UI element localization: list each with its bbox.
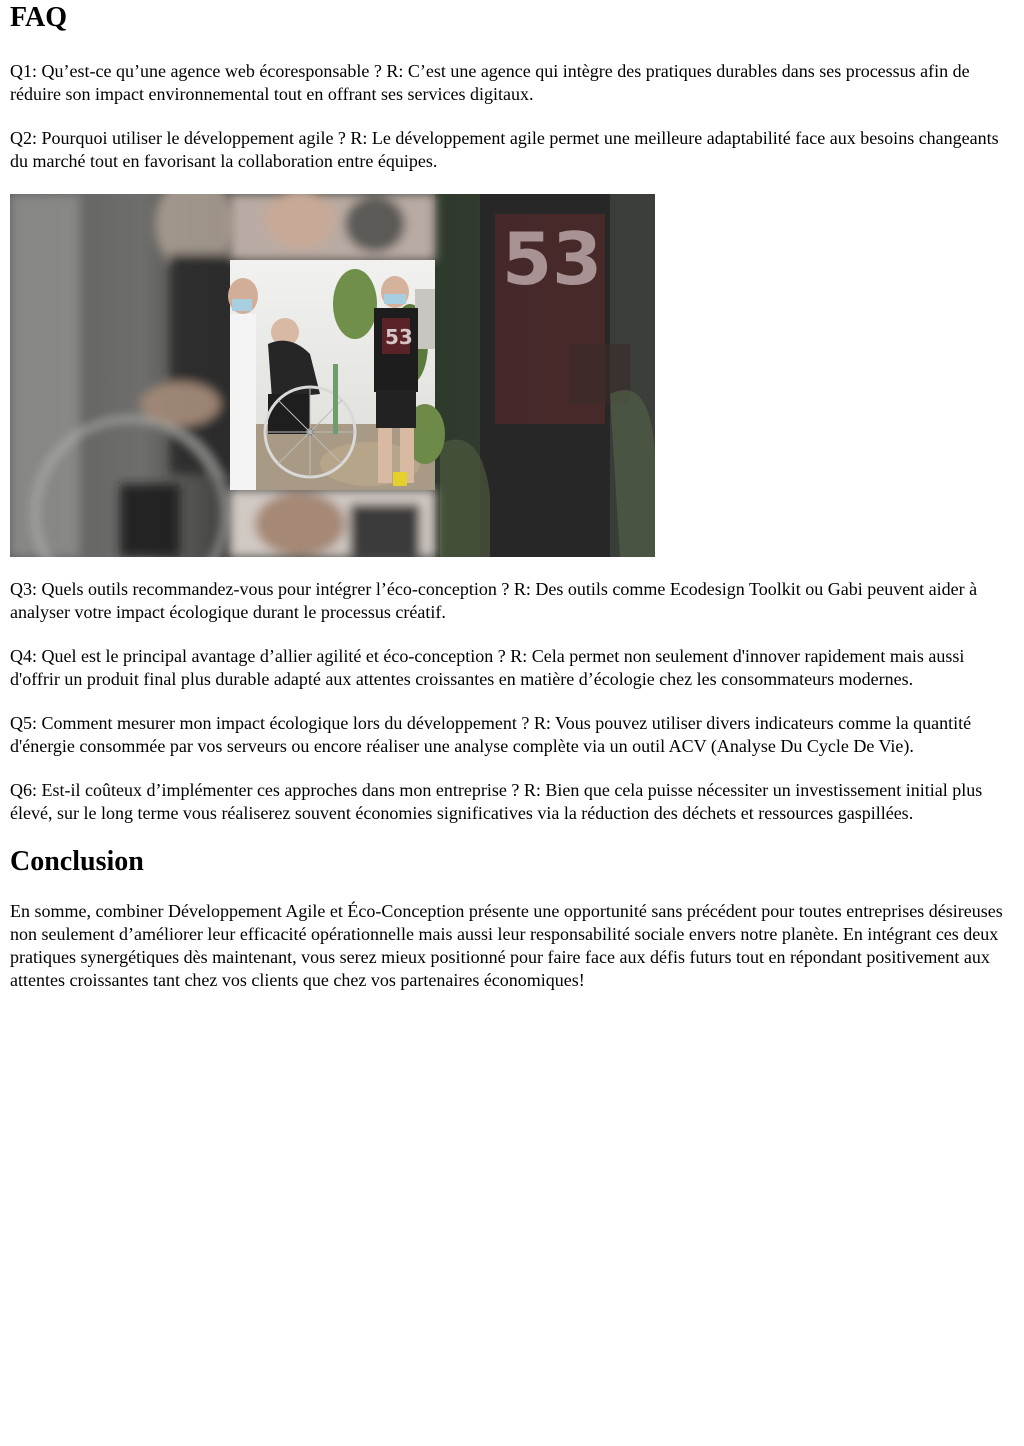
faq-item-q3: Q3: Quels outils recommandez-vous pour intégrer l’éco-conception ? R: Des outils comme Ecodesign Toolkit ou Gabi peuvent aider à analyser votre impact écologique durant le processus créatif.	[10, 579, 978, 622]
photo-shirt-number: 53	[502, 217, 603, 301]
faq-item-q5: Q5: Comment mesurer mon impact écologique lors du développement ? R: Vous pouvez utiliser divers indicateurs comme la quantité d'énergie consommée par vos serveurs ou encore réaliser une analyse complète via un outil ACV (Analyse Du Cycle De Vie).	[10, 713, 972, 756]
faq-item-q6: Q6: Est-il coûteux d’implémenter ces approches dans mon entreprise ? R: Bien que cela puisse nécessiter un investissement initial plus élevé, sur le long terme vous réaliserez souvent économies significatives via la réduction des déchets et ressources gaspillées.	[10, 780, 983, 823]
conclusion-heading: Conclusion	[10, 846, 144, 877]
conclusion-text: En somme, combiner Développement Agile et Éco-Conception présente une opportunité sans précédent pour toutes entreprises désireuses non seulement d’améliorer leur efficacité opérationnelle mais aussi leur responsabilité sociale envers notre planète. En intégrant ces deux pratiques synergétiques dès maintenant, vous serez mieux positionné pour faire face aux défis futurs tout en répondant positivement aux attentes croissantes tant chez vos clients que chez vos partenaires économiques!	[10, 901, 1003, 990]
photo-center-panel	[228, 260, 445, 490]
faq-heading: FAQ	[10, 2, 68, 33]
faq-item-q1: Q1: Qu’est-ce qu’une agence web écoresponsable ? R: C’est une agence qui intègre des pratiques durables dans ses processus afin de réduire son impact environnemental tout en offrant ses services digitaux.	[10, 61, 970, 104]
photo-center-shirt-number: 53	[385, 325, 413, 349]
faq-item-q4: Q4: Quel est le principal avantage d’allier agilité et éco-conception ? R: Cela permet non seulement d'innover rapidement mais aussi d'offrir un produit final plus durable adapté aux attentes croissantes en matière d’écologie chez les consommateurs modernes.	[10, 646, 965, 689]
bike-repair-workshop-photo	[10, 194, 655, 557]
article-content	[10, 0, 1010, 1013]
faq-item-q2: Q2: Pourquoi utiliser le développement agile ? R: Le développement agile permet une meilleure adaptabilité face aux besoins changeants du marché tout en favorisant la collaboration entre équipes.	[10, 128, 999, 171]
